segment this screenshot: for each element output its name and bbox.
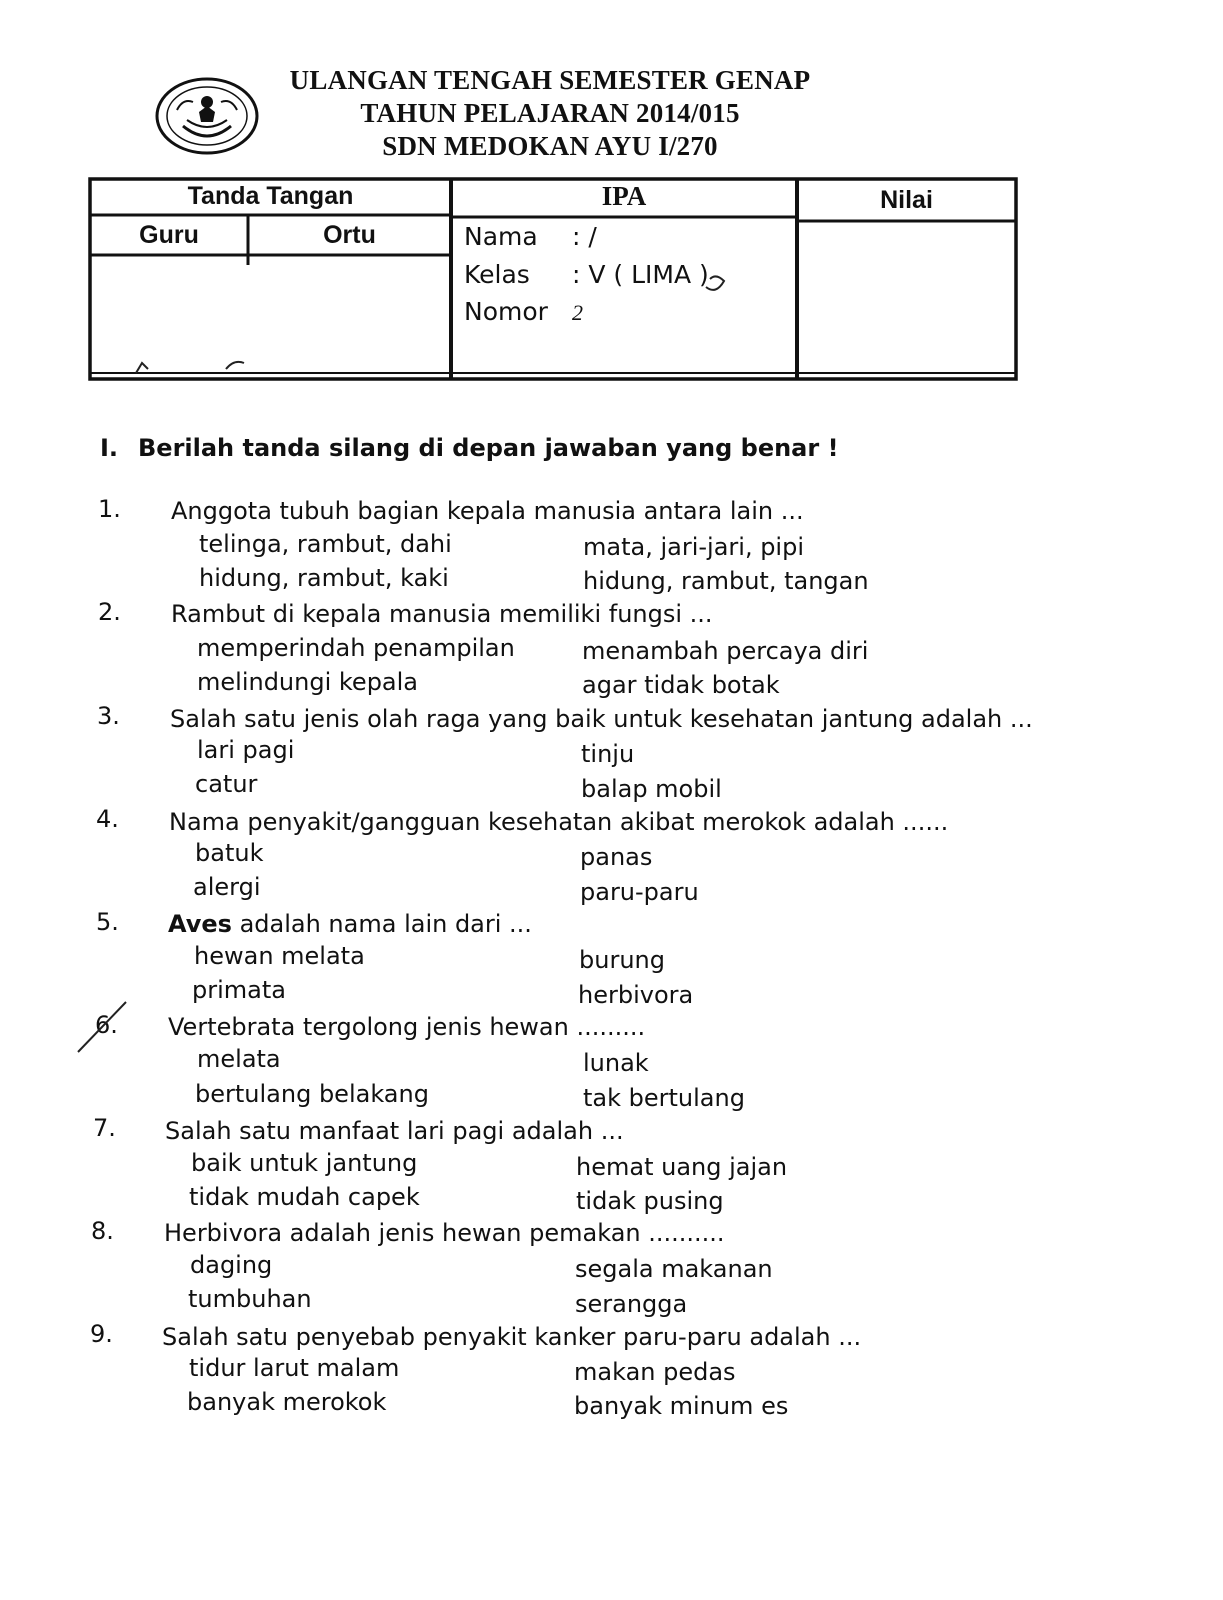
question-number: 2.	[98, 598, 121, 626]
section-instruction	[100, 434, 839, 462]
option-c[interactable]: melindungi kepala	[197, 668, 419, 696]
subject-label: IPA	[601, 181, 647, 211]
class-label: Kelas	[464, 260, 530, 289]
question-number: 6.	[95, 1011, 118, 1039]
option-c[interactable]: alergi	[193, 873, 261, 901]
question-text: Salah satu penyebab penyakit kanker paru-paru adalah ...	[162, 1323, 862, 1351]
option-d[interactable]: tidak pusing	[576, 1187, 724, 1215]
question-text: Anggota tubuh bagian kepala manusia antara lain ...	[171, 497, 804, 525]
signature-mark-1	[136, 363, 148, 373]
header-line-3: SDN MEDOKAN AYU I/270	[382, 131, 718, 161]
question-number: 7.	[93, 1114, 116, 1142]
signature-label: Tanda Tangan	[187, 182, 354, 210]
option-b[interactable]: burung	[579, 946, 665, 974]
question-number: 8.	[91, 1217, 114, 1245]
question-number: 5.	[96, 908, 119, 936]
option-a[interactable]: lari pagi	[197, 736, 295, 764]
name-value: : /	[572, 222, 597, 251]
option-a[interactable]: hewan melata	[194, 942, 365, 970]
option-a[interactable]: telinga, rambut, dahi	[199, 530, 452, 558]
option-a[interactable]: tidur larut malam	[189, 1354, 400, 1382]
option-d[interactable]: banyak minum es	[574, 1392, 789, 1420]
header-line-2: TAHUN PELAJARAN 2014/015	[360, 98, 740, 128]
kelas-handwriting-mark	[706, 276, 724, 289]
option-c[interactable]: tumbuhan	[188, 1285, 312, 1313]
pen-strike-mark	[74, 1000, 134, 1060]
parent-label: Ortu	[323, 221, 376, 249]
score-label: Nilai	[880, 186, 933, 214]
option-b[interactable]: segala makanan	[575, 1255, 773, 1283]
question-text: Rambut di kepala manusia memiliki fungsi ...	[171, 600, 713, 628]
number-value: 2	[572, 300, 583, 325]
option-b[interactable]: menambah percaya diri	[582, 637, 869, 665]
option-b[interactable]: tinju	[581, 740, 635, 768]
option-d[interactable]: hidung, rambut, tangan	[583, 567, 869, 595]
name-label: Nama	[464, 222, 538, 251]
option-d[interactable]: agar tidak botak	[582, 671, 780, 699]
option-a[interactable]: melata	[197, 1045, 281, 1073]
option-b[interactable]: mata, jari-jari, pipi	[583, 533, 805, 561]
question-number: 3.	[97, 702, 120, 730]
section-instruction-text: Berilah tanda silang di depan jawaban yang benar !	[138, 434, 839, 462]
option-d[interactable]: balap mobil	[581, 775, 722, 803]
option-a[interactable]: memperindah penampilan	[197, 634, 515, 662]
option-c[interactable]: bertulang belakang	[195, 1080, 429, 1108]
question-number: 4.	[96, 805, 119, 833]
question-keyword: Aves	[168, 910, 232, 938]
question-text: Nama penyakit/gangguan kesehatan akibat merokok adalah ......	[169, 808, 949, 836]
option-b[interactable]: panas	[580, 843, 653, 871]
option-b[interactable]: lunak	[583, 1049, 649, 1077]
option-c[interactable]: tidak mudah capek	[189, 1183, 420, 1211]
option-c[interactable]: catur	[195, 770, 258, 798]
question-text: Salah satu jenis olah raga yang baik untuk kesehatan jantung adalah ...	[170, 705, 1033, 733]
identity-table	[88, 177, 1020, 383]
option-d[interactable]: tak bertulang	[583, 1084, 745, 1112]
option-a[interactable]: daging	[190, 1251, 273, 1279]
option-c[interactable]: banyak merokok	[187, 1388, 387, 1416]
question-text	[168, 910, 532, 938]
option-d[interactable]: serangga	[575, 1290, 688, 1318]
option-a[interactable]: baik untuk jantung	[191, 1149, 418, 1177]
number-label: Nomor	[464, 297, 548, 326]
teacher-label: Guru	[139, 221, 199, 249]
option-b[interactable]: makan pedas	[574, 1358, 736, 1386]
header-line-1: ULANGAN TENGAH SEMESTER GENAP	[289, 65, 811, 95]
section-numeral: I.	[100, 434, 119, 462]
question-number: 1.	[98, 495, 121, 523]
option-a[interactable]: batuk	[195, 839, 264, 867]
option-b[interactable]: hemat uang jajan	[576, 1153, 788, 1181]
question-text: Herbivora adalah jenis hewan pemakan ..........	[164, 1219, 725, 1247]
question-text: Vertebrata tergolong jenis hewan .........	[168, 1013, 646, 1041]
class-value: : V ( LIMA )	[572, 260, 709, 289]
question-text-rest: adalah nama lain dari ...	[231, 910, 532, 938]
option-c[interactable]: hidung, rambut, kaki	[199, 564, 449, 592]
exam-header	[270, 64, 830, 163]
school-emblem-icon	[153, 76, 261, 156]
option-d[interactable]: herbivora	[578, 981, 694, 1009]
question-number: 9.	[90, 1320, 113, 1348]
option-d[interactable]: paru-paru	[580, 878, 699, 906]
handwriting-marks	[88, 177, 1020, 383]
question-text: Salah satu manfaat lari pagi adalah ...	[165, 1117, 624, 1145]
option-c[interactable]: primata	[192, 976, 286, 1004]
signature-mark-2	[226, 362, 244, 369]
